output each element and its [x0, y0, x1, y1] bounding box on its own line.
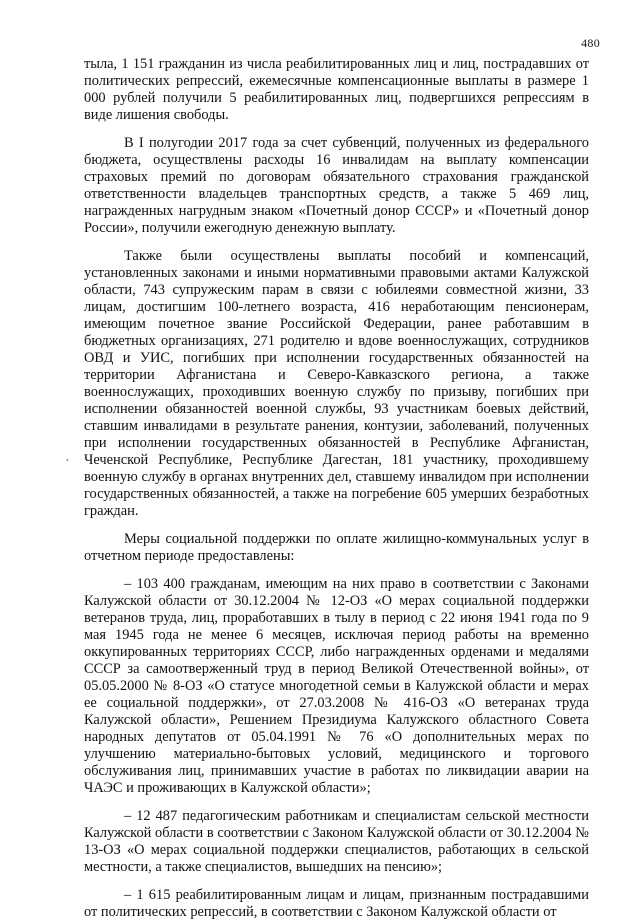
paragraph-housing-support-intro: Меры социальной поддержки по оплате жилищно-коммунальных услуг в отчетном периоде предоставлены:	[84, 531, 589, 564]
paragraph-federal-budget: В I полугодии 2017 года за счет субвенций, полученных из федерального бюджета, осуществлены расходы 16 инвалидам на выплату компенсации страховых премий по договорам обязательного страхования гражданской ответственности владельцев транспортных средств, а также 5 469 лиц, награжденных нагрудным знаком «Почетный донор СССР» и «Почетный донор России», получили ежегодную денежную выплату.	[84, 135, 589, 236]
list-item-teachers: – 12 487 педагогическим работникам и специалистам сельской местности Калужской области в соответствии с Законом Калужской области от 30.12.2004 № 13-ОЗ «О мерах социальной поддержки специалистов, работающих в сельской местности, а также специалистов, вышедших на пенсию»;	[84, 808, 589, 875]
paragraph-continuation: тыла, 1 151 гражданин из числа реабилитированных лиц и лиц, пострадавших от политических репрессий, ежемесячные компенсационные выплаты в размере 1 000 рублей получили 5 реабилитированных лиц, подвергшихся репрессиям в виде лишения свободы.	[84, 56, 589, 123]
list-item-rehabilitated: – 1 615 реабилитированным лицам и лицам, признанным пострадавшими от политических репрессий, в соответствии с Законом Калужской области от	[84, 887, 589, 920]
body-text	[84, 56, 589, 921]
page-number: 480	[581, 36, 600, 50]
paragraph-regional-payments: Также были осуществлены выплаты пособий и компенсаций, установленных законами и иными нормативными правовыми актами Калужской области, 743 супружеским парам в связи с юбилеями совместной жизни, 33 лицам, достигшим 100-летнего возраста, 416 неработающим пенсионерам, имеющим почетное звание Российской Федерации, ранее работавшим в бюджетных организациях, 271 родителю и вдове военнослужащих, сотрудников ОВД и УИС, погибших при исполнении государственных обязанностей на территории Афганистана и Северо-Кавказского региона, а также военнослужащих, проходивших военную службу по призыву, погибших при исполнении обязанностей военной службы, 93 участникам боевых действий, ставшим инвалидами в результате ранения, контузии, заболеваний, полученных при исполнении государственных обязанностей в Республике Афганистан, Чеченской Республике, Республике Дагестан, 181 участнику, проходившему военную службу в органах внутренних дел, ставшему инвалидом при исполнении государственных обязанностей, а также на погребение 605 умерших безработных граждан.	[84, 248, 589, 519]
margin-mark: •	[66, 456, 69, 465]
list-item-veterans: – 103 400 гражданам, имеющим на них право в соответствии с Законами Калужской области от 30.12.2004 № 12-ОЗ «О мерах социальной поддержки ветеранов труда, лиц, проработавших в тылу в период с 22 июня 1941 года по 9 мая 1945 года не менее 6 месяцев, исключая период работы на временно оккупированных территориях СССР, либо награжденных орденами и медалями СССР за самоотверженный труд в период Великой Отечественной войны», от 05.05.2000 № 8-ОЗ «О статусе многодетной семьи в Калужской области и мерах ее социальной поддержки», от 27.03.2008 № 416-ОЗ «О ветеранах труда Калужской области», Решением Президиума Калужского областного Совета народных депутатов от 05.04.1991 № 76 «О дополнительных мерах по улучшению материально-бытовых условий, медицинского и торгового обслуживания лиц, принимавших участие в работах по ликвидации аварии на ЧАЭС и проживающих в Калужской области»;	[84, 576, 589, 796]
